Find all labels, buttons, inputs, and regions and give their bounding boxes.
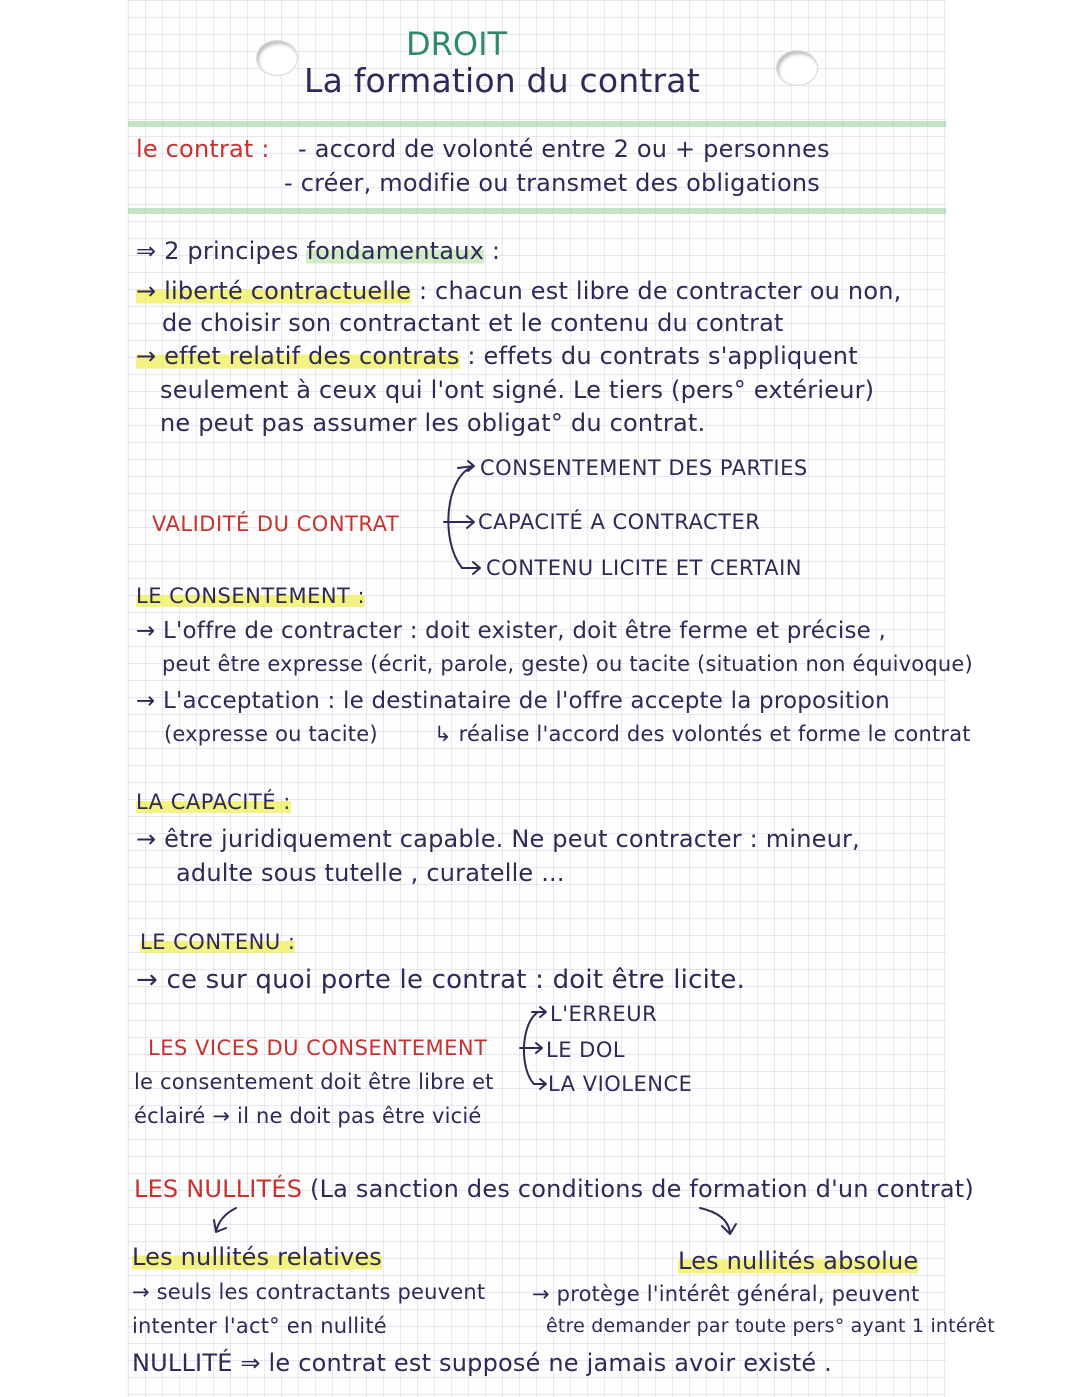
definition-line-2: - créer, modifie ou transmet des obligations xyxy=(284,169,820,197)
acceptation-line-2: (expresse ou tacite) xyxy=(164,722,378,746)
nullites-relatives-line-2: intenter l'act° en nullité xyxy=(132,1314,387,1338)
liberte-term: → liberté contractuelle xyxy=(136,277,412,305)
liberte-text: : chacun est libre de contracter ou non, xyxy=(411,277,902,305)
vices-note-1: le consentement doit être libre et xyxy=(134,1070,494,1094)
vice-item-violence: LA VIOLENCE xyxy=(548,1072,693,1096)
nullites-heading: LES NULLITÉS xyxy=(134,1175,303,1203)
nullite-conclusion-text: ⇒ le contrat est supposé ne jamais avoir existé . xyxy=(232,1349,832,1377)
nullites-absolue-line-1: → protège l'intérêt général, peuvent xyxy=(532,1282,920,1306)
validite-label: VALIDITÉ DU CONTRAT xyxy=(152,512,400,536)
subject-title: DROIT xyxy=(406,25,508,63)
definition-term: le contrat : xyxy=(136,135,270,163)
capacite-line-1: → être juridiquement capable. Ne peut contracter : mineur, xyxy=(136,825,860,853)
liberte-line-2: de choisir son contractant et le contenu du contrat xyxy=(162,309,784,337)
acceptation-line-1: → L'acceptation : le destinataire de l'offre accepte la proposition xyxy=(136,688,890,714)
nullites-relatives-title-text: Les nullités relatives xyxy=(132,1243,383,1271)
principes-heading-suffix: : xyxy=(484,237,501,265)
nullite-conclusion xyxy=(132,1350,832,1378)
validite-item-capacite: CAPACITÉ A CONTRACTER xyxy=(478,510,761,534)
effet-line-2: seulement à ceux qui l'ont signé. Le tiers (pers° extérieur) xyxy=(160,376,875,404)
consentement-heading-text: LE CONSENTEMENT : xyxy=(136,584,366,608)
effet-line-3: ne peut pas assumer les obligat° du contrat. xyxy=(160,409,706,437)
acceptation-line-3: ↳ réalise l'accord des volontés et forme le contrat xyxy=(434,722,971,746)
nullites-relatives-line-1: → seuls les contractants peuvent xyxy=(132,1280,486,1304)
nullites-absolue-line-2: être demander par toute pers° ayant 1 intérêt xyxy=(546,1315,995,1337)
notebook-page xyxy=(128,0,995,1397)
validite-item-consentement: CONSENTEMENT DES PARTIES xyxy=(480,456,808,480)
vice-item-erreur: L'ERREUR xyxy=(550,1002,658,1026)
nullite-conclusion-term: NULLITÉ xyxy=(132,1349,233,1377)
vice-item-dol: LE DOL xyxy=(546,1038,626,1062)
vices-label: LES VICES DU CONSENTEMENT xyxy=(148,1036,488,1060)
principes-heading-highlight: fondamentaux xyxy=(306,237,485,265)
validite-item-contenu: CONTENU LICITE ET CERTAIN xyxy=(486,556,803,580)
principes-heading-prefix: ⇒ 2 principes xyxy=(136,237,299,265)
effet-text: : effets du contrats s'appliquent xyxy=(459,342,858,370)
offre-line-2: peut être expresse (écrit, parole, geste) ou tacite (situation non équivoque) xyxy=(162,652,973,676)
contenu-line-1: → ce sur quoi porte le contrat : doit être licite. xyxy=(136,965,746,995)
offre-line-1: → L'offre de contracter : doit exister, doit être ferme et précise , xyxy=(136,618,887,644)
nullites-absolue-title xyxy=(678,1248,918,1276)
vices-note-2: éclairé → il ne doit pas être vicié xyxy=(134,1104,482,1128)
capacite-heading-text: LA CAPACITÉ : xyxy=(136,790,291,814)
nullites-absolue-title-text: Les nullités absolue xyxy=(678,1247,919,1275)
nullites-heading-note: (La sanction des conditions de formation d'un contrat) xyxy=(302,1175,974,1203)
capacite-line-2: adulte sous tutelle , curatelle ... xyxy=(176,859,565,887)
page-title: La formation du contrat xyxy=(304,61,700,100)
effet-term: → effet relatif des contrats xyxy=(136,342,460,370)
nullites-relatives-title xyxy=(132,1244,382,1272)
definition-line-1: - accord de volonté entre 2 ou + personnes xyxy=(298,135,830,163)
nullites-arrows xyxy=(128,0,946,1397)
contenu-heading-text: LE CONTENU : xyxy=(140,930,296,954)
